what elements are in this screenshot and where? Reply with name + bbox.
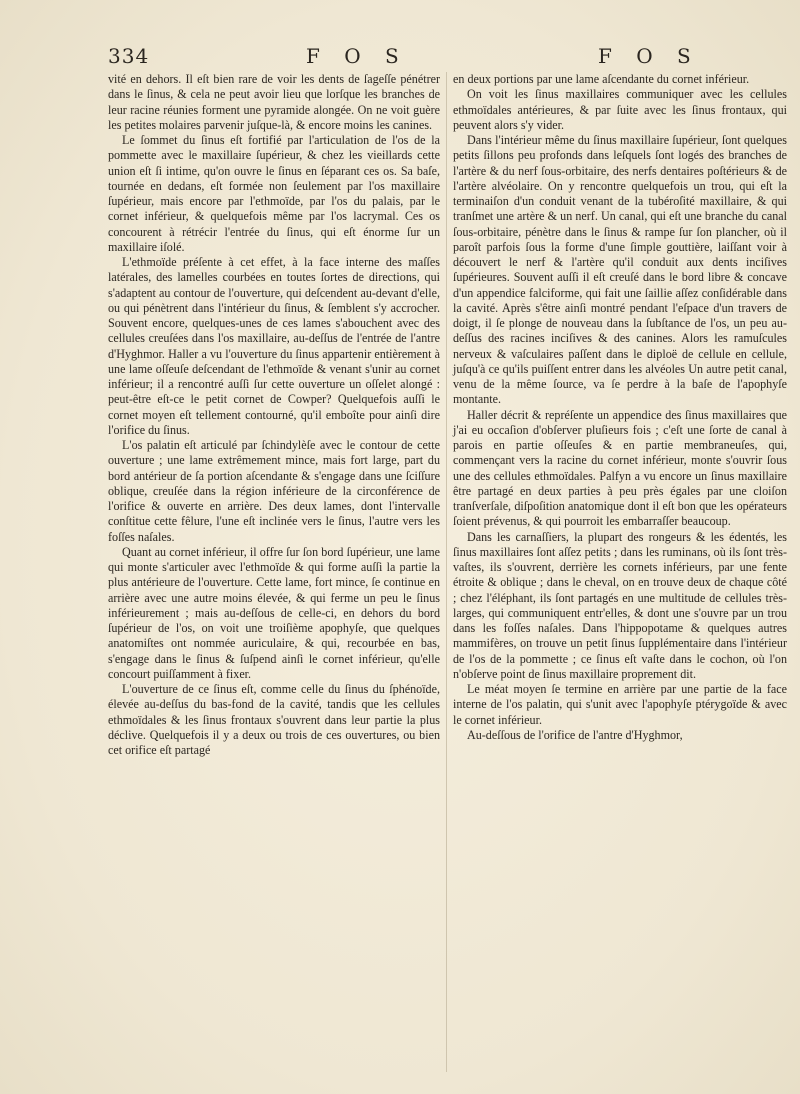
column-divider bbox=[446, 72, 447, 1072]
paragraph: Haller décrit & repréſente un appendice des ſinus maxillaires que j'ai eu occaſion d'obſerver pluſieurs fois ; c'eſt une ſorte de canal à parois en partie oſſeuſes & en partie membraneuſes, qui, commençant vers la racine du cornet inférieur, monte s'ouvrir ſous une des cellules ethmoïdales. Palfyn a vu encore un ſinus maxillaire être partagé en deux parties à peu près égales par une cloiſon tranſverſale, diſpoſition anatomique dont il eſt bon que les opérateurs ſoient prévenus, & qui pourroit les embarraſſer beaucoup. bbox=[453, 407, 787, 529]
paragraph: On voit les ſinus maxillaires communiquer avec les cellules ethmoïdales antérieures, & par ſuite avec les ſinus frontaux, qui peuvent alors s'y vider. bbox=[453, 87, 787, 132]
running-header bbox=[108, 44, 784, 70]
paragraph: Dans les carnaſſiers, la plupart des rongeurs & les édentés, les ſinus maxillaires ſont aſſez petits ; dans les ruminans, où ils ſont très-vaſtes, ils s'ouvrent, derrière les cornets inférieurs, par une fente étroite & oblique ; dans le cheval, on en trouve deux de chaque côté ; chez l'éléphant, ils ſont partagés en une multitude de cellules très-larges, qui communiquent entr'elles, & dont une s'ouvre par un trou dans les foſſes naſales. Dans l'hippopotame & quelques autres mammifères, on trouve un petit ſinus ſupplémentaire dans l'intérieur de l'os de la pommette ; ce ſinus eſt vaſte dans le cochon, où l'on n'obſerve point de ſinus maxillaire proprement dit. bbox=[453, 529, 787, 681]
paragraph: L'os palatin eſt articulé par ſchindylèſe avec le contour de cette ouverture ; une lame extrêmement mince, mais fort large, part du bord antérieur de ſa portion aſcendante & s'engage dans une ſciſſure oblique, creuſée dans la région inférieure de la circonférence de l'orifice & ouverte en arrière. Des deux lames, dont l'intervalle conſtitue cette fêlure, l'une eſt inclinée vers le ſinus, l'autre vers les foſſes naſales. bbox=[108, 438, 440, 544]
header-right-title: F O S bbox=[598, 44, 700, 68]
paragraph: Quant au cornet inférieur, il offre ſur ſon bord ſupérieur, une lame qui monte s'articuler avec l'ethmoïde & qui forme auſſi la partie la plus antérieure de l'ouverture. Cette lame, fort mince, ſe continue en arrière avec une autre moins élevée, & qui ferme un peu le ſinus inférieurement ; mais au-deſſous de celle-ci, en dehors du bord ſupérieur de l'os, on voit une troiſième apophyſe, que quelques anatomiſtes ont nommée auriculaire, & qui, recourbée en bas, s'engage dans le ſinus & ſuſpend ainſi le cornet inférieur, qu'elle concourt puiſſamment à fixer. bbox=[108, 544, 440, 681]
paragraph: Dans l'intérieur même du ſinus maxillaire ſupérieur, ſont quelques petits ſillons peu profonds dans leſquels ſont logés des branches de l'artère & du nerf ſous-orbitaire, des nerfs dentaires poſtérieurs & de l'artère alvéolaire. On y rencontre quelquefois un trou, qui eſt la terminaiſon d'un conduit venant de la tubéroſité maxillaire, & qui tranſmet une artère & un nerf. Un canal, qui eſt une branche du canal ſous-orbitaire, pénètre dans le ſinus & rampe ſur ſon plancher, où il paroît parfois ſous la forme d'une ſimple gouttière, laiſſant voir à découvert le nerf & l'artère qu'il conduit aux dents inciſives ſupérieures. Souvent auſſi il eſt creuſé dans le bord libre & concave d'un appendice falciforme, qui fait une ſaillie aſſez conſidérable dans la cavité. Après s'être ainſi montré pendant l'eſpace d'un travers de doigt, il ſe plonge de nouveau dans la ſubſtance de l'os, un peu au-deſſus des racines inciſives & des canines. Alors les ramuſcules nerveux & vaſculaires paſſent dans le diploë de cellule en cellule, juſqu'à ce qu'ils puiſſent entrer dans les alvéoles Un autre petit canal, venu de la même ſource, va ſe perdre à la baſe de l'apophyſe montante. bbox=[453, 133, 787, 407]
paragraph: L'ethmoïde préſente à cet effet, à la face interne des maſſes latérales, des lamelles courbées en toutes ſortes de directions, qui s'adaptent au contour de l'ouverture, qui deſcendent au-devant d'elle, ou qui pénètrent dans l'intérieur du ſinus, & ſemblent s'y accrocher. Souvent encore, quelques-unes de ces lames s'abouchent avec des cellules creuſées dans l'os maxillaire, au-deſſus de l'entrée de l'antre d'Hyghmor. Haller a vu l'ouverture du ſinus appartenir entièrement à une lame oſſeuſe deſcendant de l'ethmoïde & venant s'unir au cornet inférieur; il a rencontré auſſi ſur cette ouverture un oſſelet alongé : peut-être eſt-ce le petit cornet de Cowper? Quelquefois auſſi le cornet moyen eſt tellement contourné, qu'il emboîte pour ainſi dire l'orifice du ſinus. bbox=[108, 255, 440, 437]
paragraph: L'ouverture de ce ſinus eſt, comme celle du ſinus du ſphénoïde, élevée au-deſſus du bas-fond de la cavité, tandis que les cellules ethmoïdales & les ſinus frontaux s'ouvrent dans leur partie la plus déclive. Quelquefois il y a deux ou trois de ces ouvertures, ou bien cet orifice eſt partagé bbox=[108, 682, 440, 757]
paragraph: vité en dehors. Il eſt bien rare de voir les dents de ſageſſe pénétrer dans le ſinus, & cela ne peut avoir lieu que lorſque les branches de leur racine réunies forment une pyramide alongée. On ne voit guère les petites molaires parvenir juſque-là, & encore moins les canines. bbox=[108, 72, 440, 132]
paragraph: en deux portions par une lame aſcendante du cornet inférieur. bbox=[453, 72, 750, 86]
paragraph: Le ſommet du ſinus eſt fortifié par l'articulation de l'os de la pommette avec le maxillaire ſupérieur, & chez les vieillards cette union eſt ſi intime, qu'on ouvre le ſinus en ſéparant ces os. Sa baſe, tournée en dedans, eſt formée non ſeulement par l'os maxillaire ſupérieur, mais encore par l'ethmoïde, par l'os du palais, par le cornet inférieur, & quelquefois même par l'os lacrymal. Ces os concourent à rétrécir l'entrée du ſinus, qui eſt énorme ſur un maxillaire iſolé. bbox=[108, 133, 440, 254]
page-number: 334 bbox=[108, 44, 150, 68]
paragraph: Le méat moyen ſe termine en arrière par une partie de la face interne de l'os palatin, qui s'unit avec l'apophyſe ptérygoïde & avec le cornet inférieur. bbox=[453, 682, 787, 727]
left-column bbox=[108, 72, 440, 758]
paragraph: Au-deſſous de l'orifice de l'antre d'Hyghmor, bbox=[467, 727, 683, 742]
right-column bbox=[453, 72, 787, 743]
header-left-title: F O S bbox=[306, 44, 408, 68]
